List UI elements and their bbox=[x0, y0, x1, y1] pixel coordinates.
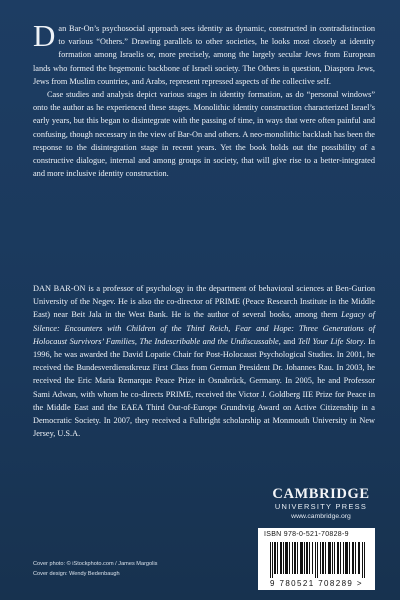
blurb-text bbox=[33, 18, 375, 180]
author-bio-text-2: . In 1996, he was awarded the David Lopatie Chair for Post-Holocaust Psychological Studies. In 2001, he received the Bundesverdienstkreuz First Class from German President Dr. Johannes Rau. In 2003, he received the Eric Maria Remarque Peace Prize in Osnabrück, Germany. In 2005, he and Professor Sami Adwan, with whom he co-directs PRIME, received the Victor J. Goldberg IIE Prize for Peace in the Middle East and the EAEA Third Out-of-Europe Grundtvig Award on Active Citizenship in a Democratic Society. In 2007, they received a Fulbright scholarship at Monmouth University in New Jersey, U.S.A. bbox=[33, 336, 376, 439]
publisher-url: www.cambridge.org bbox=[291, 513, 351, 520]
publisher-subtitle: UNIVERSITY PRESS bbox=[274, 502, 368, 511]
book-title-indescribable: The Indescribable and the Undiscussable bbox=[139, 336, 279, 346]
barcode-icon bbox=[270, 542, 366, 578]
author-bio-text-1: DAN BAR-ON is a professor of psychology in the department of behavioral sciences at Ben-Gurion University of the Negev. He is also the co-director of PRIME (Peace Research Institute in the Middle East) near Beit Jala in the West Bank. He is the author of several books, among them bbox=[33, 284, 375, 320]
separator: , bbox=[134, 336, 140, 346]
book-title-fear-and-hope: Fear and Hope: Three Generations of Holocaust Survivors’ Families bbox=[33, 323, 375, 346]
separator: , bbox=[228, 323, 236, 333]
barcode-number: 9 780521 708289 > bbox=[270, 579, 363, 588]
drop-cap: D bbox=[33, 18, 56, 53]
book-title-tell-your-life-story: Tell Your Life Story bbox=[297, 336, 364, 346]
cover-credits bbox=[33, 560, 233, 579]
blurb-paragraph-1-text: an Bar-On’s psychosocial approach sees identity as dynamic, constructed in contradistinction to various “Others.” Drawing parallels to other societies, he looks most closely at identity formation among Israelis or, more precisely, among the largely secular Jews from European lands who formed the hegemonic backbone of Israeli society. The Others in question, Diaspora Jews, Jews from Muslim countries, and Arabs, represent repressed aspects of the collective self. bbox=[33, 24, 375, 86]
isbn-label: ISBN 978-0-521-70828-9 bbox=[264, 531, 349, 538]
author-bio bbox=[33, 282, 375, 440]
author-bio-paragraph bbox=[33, 282, 375, 440]
barcode-panel bbox=[258, 528, 375, 590]
book-title-legacy-of-silence: Legacy of Silence: Encounters with Children of the Third Reich bbox=[33, 310, 375, 333]
publisher-name: CAMBRIDGE bbox=[272, 486, 370, 502]
blurb-paragraph-1 bbox=[33, 18, 375, 88]
separator: , and bbox=[278, 336, 298, 346]
cover-design-credit: Cover design: Wendy Bedenbaugh bbox=[33, 570, 120, 577]
blurb-paragraph-2: Case studies and analysis depict various stages in identity formation, as do “personal windows” onto the author as he experienced these stages. Monolithic identity construction characterized Israel’s early years, but this began to disintegrate with the passing of time, in ways that were often painful and confusing, though necessary in the view of Bar-On and others. A neo-monolithic backlash has been the response to the disintegration stage in recent years. Yet the book holds out the possibility of a constructive dialogue, internal and among groups in society, that will give rise to a better-integrated and more inclusive identity construction. bbox=[33, 90, 375, 179]
cover-photo-credit: Cover photo: © iStockphoto.com / James Margolis bbox=[33, 561, 158, 567]
publisher-logo bbox=[262, 487, 380, 521]
